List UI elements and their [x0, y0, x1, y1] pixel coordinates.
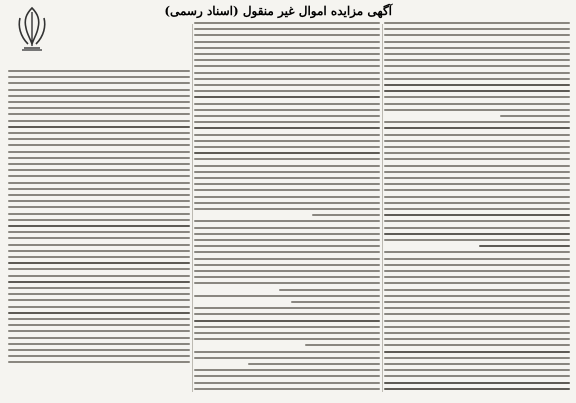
text-line — [384, 28, 570, 30]
text-line — [384, 227, 570, 229]
text-line — [194, 72, 380, 74]
text-line — [384, 53, 570, 55]
text-line — [8, 188, 190, 190]
text-line — [194, 152, 380, 154]
text-line — [384, 84, 570, 86]
text-line — [194, 208, 380, 210]
text-line — [8, 293, 190, 295]
text-line — [8, 132, 190, 134]
text-line — [384, 326, 570, 328]
text-line — [194, 146, 380, 148]
text-line — [194, 115, 380, 117]
text-line — [194, 121, 380, 123]
text-line — [384, 214, 570, 216]
text-line — [194, 295, 380, 297]
text-line — [194, 375, 380, 377]
text-line — [384, 134, 570, 136]
text-line — [384, 140, 570, 142]
text-line — [384, 41, 570, 43]
text-line — [384, 301, 570, 303]
text-line — [8, 144, 190, 146]
text-line — [8, 194, 190, 196]
text-line — [8, 361, 190, 363]
text-line — [384, 121, 570, 123]
text-line — [194, 239, 380, 241]
text-line — [194, 338, 380, 340]
text-line — [8, 299, 190, 301]
text-line — [8, 244, 190, 246]
text-line — [194, 202, 380, 204]
text-line — [194, 96, 380, 98]
text-line — [8, 200, 190, 202]
text-line — [384, 22, 570, 24]
text-line — [384, 264, 570, 266]
text-line — [194, 307, 380, 309]
text-line — [194, 264, 380, 266]
text-line — [194, 171, 380, 173]
text-line — [384, 338, 570, 340]
text-line — [8, 82, 190, 84]
text-line — [384, 295, 570, 297]
text-line — [384, 251, 570, 253]
text-line — [194, 251, 380, 253]
text-line — [8, 182, 190, 184]
text-line — [384, 146, 570, 148]
text-line — [384, 270, 570, 272]
text-line — [8, 256, 190, 258]
text-line — [194, 369, 380, 371]
text-line — [194, 140, 380, 142]
text-line — [194, 276, 380, 278]
text-line — [194, 90, 380, 92]
text-line — [384, 369, 570, 371]
text-line — [8, 95, 190, 97]
text-line — [8, 324, 190, 326]
text-line — [384, 282, 570, 284]
text-line — [384, 388, 570, 390]
text-line — [194, 34, 380, 36]
text-line — [8, 163, 190, 165]
text-line — [384, 313, 570, 315]
text-line — [194, 320, 380, 322]
iran-emblem-icon — [12, 4, 52, 52]
text-line — [384, 78, 570, 80]
text-line — [8, 206, 190, 208]
text-line — [8, 219, 190, 221]
text-line — [384, 158, 570, 160]
text-line — [194, 47, 380, 49]
text-line — [194, 357, 380, 359]
text-line — [194, 134, 380, 136]
text-line — [384, 59, 570, 61]
text-line — [8, 70, 190, 72]
text-line — [8, 113, 190, 115]
text-line — [8, 138, 190, 140]
text-line — [8, 231, 190, 233]
text-line — [194, 165, 380, 167]
text-line — [384, 171, 570, 173]
text-line — [8, 169, 190, 171]
text-line — [479, 245, 570, 247]
text-line — [8, 76, 190, 78]
text-line — [384, 276, 570, 278]
text-line — [8, 107, 190, 109]
text-line — [194, 109, 380, 111]
text-line — [194, 127, 380, 129]
text-line — [194, 183, 380, 185]
text-line — [8, 250, 190, 252]
text-line — [8, 312, 190, 314]
text-line — [384, 47, 570, 49]
text-line — [194, 220, 380, 222]
notice-column-middle — [194, 22, 380, 394]
text-line — [194, 41, 380, 43]
text-line — [8, 349, 190, 351]
text-line — [384, 344, 570, 346]
notice-title: آگهی مزایده اموال غیر منقول (اسناد رسمی) — [164, 4, 392, 18]
text-line — [384, 90, 570, 92]
text-line — [8, 275, 190, 277]
text-line — [194, 84, 380, 86]
text-line — [194, 65, 380, 67]
text-line — [8, 213, 190, 215]
text-line — [194, 227, 380, 229]
text-line — [384, 72, 570, 74]
text-line — [384, 165, 570, 167]
text-line — [384, 109, 570, 111]
text-line — [8, 306, 190, 308]
text-line — [384, 177, 570, 179]
text-line — [384, 34, 570, 36]
text-line — [8, 355, 190, 357]
text-line — [194, 59, 380, 61]
text-line — [194, 103, 380, 105]
text-line — [8, 281, 190, 283]
text-line — [384, 233, 570, 235]
text-line — [194, 158, 380, 160]
notice-signature — [8, 384, 190, 398]
text-line — [8, 225, 190, 227]
text-line — [8, 268, 190, 270]
text-line — [194, 28, 380, 30]
text-line — [194, 332, 380, 334]
text-line — [194, 196, 380, 198]
text-line — [279, 289, 380, 291]
text-line — [8, 126, 190, 128]
text-line — [194, 258, 380, 260]
text-line — [384, 96, 570, 98]
text-line — [194, 282, 380, 284]
text-line — [312, 214, 380, 216]
text-line — [384, 289, 570, 291]
text-line — [248, 363, 380, 365]
text-line — [8, 337, 190, 339]
text-line — [384, 196, 570, 198]
text-line — [384, 239, 570, 241]
text-line — [194, 78, 380, 80]
text-line — [8, 262, 190, 264]
text-line — [8, 343, 190, 345]
text-line — [384, 382, 570, 384]
notice-date — [8, 372, 190, 382]
text-line — [8, 287, 190, 289]
text-line — [384, 152, 570, 154]
text-line — [384, 183, 570, 185]
text-line — [194, 382, 380, 384]
text-line — [194, 270, 380, 272]
text-line — [8, 318, 190, 320]
text-line — [500, 115, 570, 117]
text-line — [384, 103, 570, 105]
text-line — [384, 127, 570, 129]
text-line — [291, 301, 380, 303]
text-line — [194, 326, 380, 328]
text-line — [384, 208, 570, 210]
text-line — [384, 65, 570, 67]
text-line — [384, 220, 570, 222]
column-divider — [192, 24, 193, 392]
notice-column-right — [384, 22, 570, 394]
text-line — [8, 237, 190, 239]
text-line — [8, 157, 190, 159]
column-divider — [382, 24, 383, 392]
text-line — [384, 307, 570, 309]
text-line — [194, 189, 380, 191]
text-line — [305, 344, 380, 346]
text-line — [384, 363, 570, 365]
text-line — [194, 53, 380, 55]
text-line — [384, 357, 570, 359]
text-line — [384, 320, 570, 322]
notice-column-left — [8, 70, 190, 370]
text-line — [384, 375, 570, 377]
text-line — [194, 233, 380, 235]
text-line — [384, 258, 570, 260]
text-line — [384, 189, 570, 191]
text-line — [8, 330, 190, 332]
emblem-caption — [4, 52, 66, 66]
text-line — [194, 388, 380, 390]
text-line — [194, 313, 380, 315]
text-line — [194, 351, 380, 353]
text-line — [384, 332, 570, 334]
text-line — [384, 351, 570, 353]
text-line — [8, 120, 190, 122]
text-line — [384, 202, 570, 204]
text-line — [8, 101, 190, 103]
text-line — [194, 22, 380, 24]
text-line — [194, 245, 380, 247]
text-line — [8, 151, 190, 153]
text-line — [8, 175, 190, 177]
text-line — [8, 89, 190, 91]
text-line — [194, 177, 380, 179]
